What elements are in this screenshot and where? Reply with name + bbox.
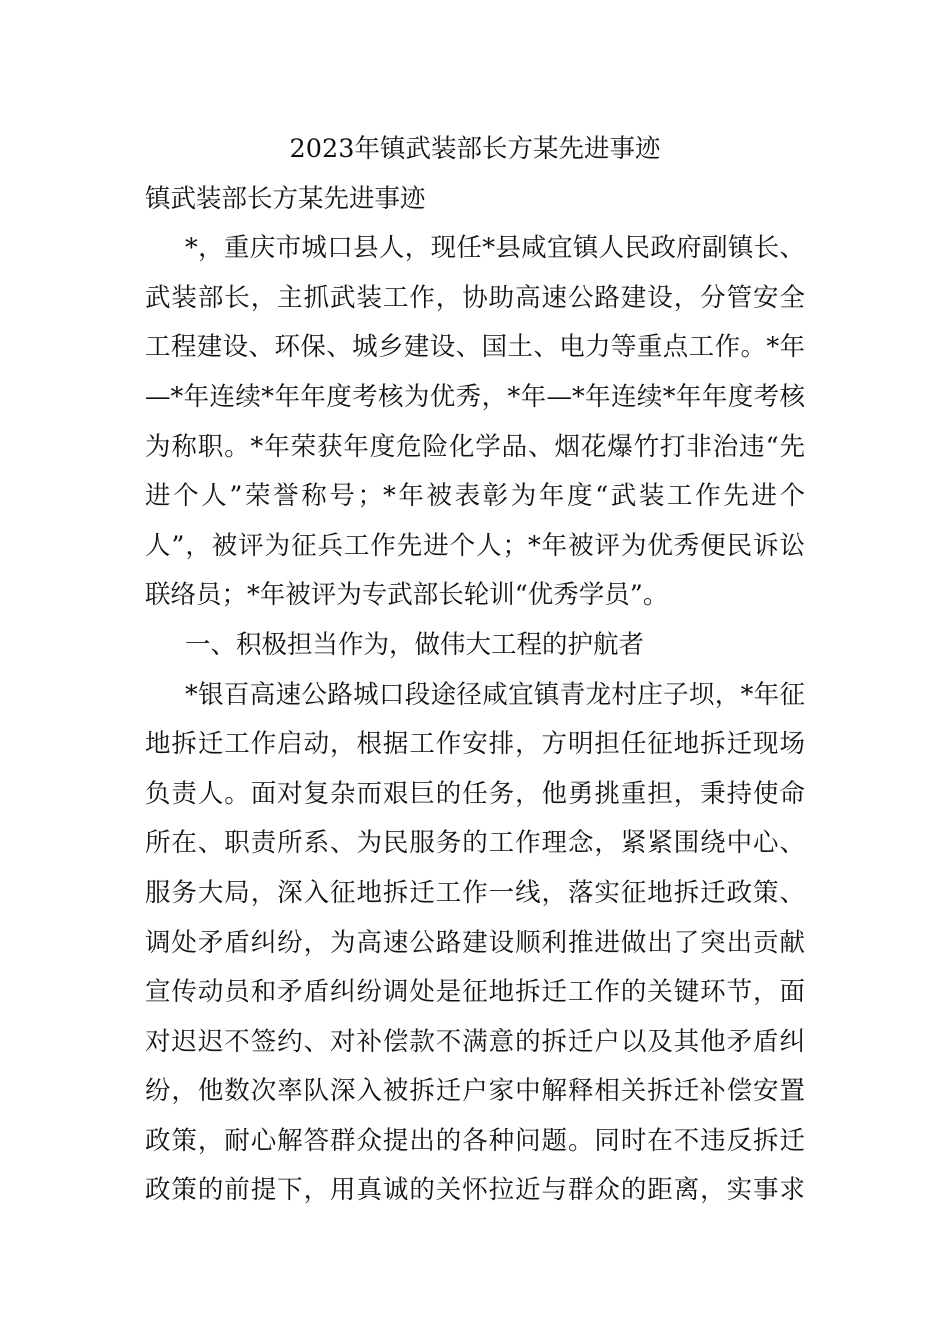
- paragraph-line: 地拆迁工作启动，根据工作安排，方明担任征地拆迁现场: [145, 729, 805, 760]
- paragraph-line: 政策的前提下，用真诚的关怀拉近与群众的距离，实事求: [145, 1175, 805, 1206]
- paragraph-line: 对迟迟不签约、对补偿款不满意的拆迁户以及其他矛盾纠: [145, 1026, 805, 1057]
- document-page: [145, 125, 805, 1216]
- section-heading: 一、积极担当作为，做伟大工程的护航者: [185, 629, 645, 660]
- paragraph-line: 调处矛盾纠纷，为高速公路建设顺利推进做出了突出贡献: [145, 927, 805, 958]
- paragraph-line: 武装部长，主抓武装工作，协助高速公路建设，分管安全: [145, 282, 805, 313]
- paragraph-line: 进个人”荣誉称号；*年被表彰为年度“武装工作先进个: [145, 481, 805, 512]
- paragraph-line: —*年连续*年年度考核为优秀，*年—*年连续*年年度考核: [145, 381, 805, 412]
- document-subtitle: 镇武装部长方某先进事迹: [145, 183, 426, 214]
- document-title: 2023年镇武装部长方某先进事迹: [289, 134, 661, 164]
- intro-paragraph: [145, 224, 805, 621]
- paragraph-line: *银百高速公路城口段途径咸宜镇青龙村庄子坝，*年征: [185, 679, 805, 710]
- paragraph-line: 负责人。面对复杂而艰巨的任务，他勇挑重担，秉持使命: [145, 778, 805, 809]
- paragraph-line: 工程建设、环保、城乡建设、国土、电力等重点工作。*年: [145, 332, 805, 363]
- paragraph-line: 人”，被评为征兵工作先进个人；*年被评为优秀便民诉讼: [145, 530, 805, 561]
- paragraph-line: 政策，耐心解答群众提出的各种问题。同时在不违反拆迁: [145, 1125, 805, 1156]
- paragraph-line: 服务大局，深入征地拆迁工作一线，落实征地拆迁政策、: [145, 877, 805, 908]
- paragraph-line: 宣传动员和矛盾纠纷调处是征地拆迁工作的关键环节，面: [145, 977, 805, 1008]
- paragraph-line: 纷，他数次率队深入被拆迁户家中解释相关拆迁补偿安置: [145, 1076, 805, 1107]
- paragraph-line: 为称职。*年荣获年度危险化学品、烟花爆竹打非治违“先: [145, 431, 805, 462]
- paragraph-line: 所在、职责所系、为民服务的工作理念，紧紧围绕中心、: [145, 828, 805, 859]
- paragraph-line: *，重庆市城口县人，现任*县咸宜镇人民政府副镇长、: [185, 233, 805, 264]
- paragraph-line: 联络员；*年被评为专武部长轮训“优秀学员”。: [145, 580, 669, 611]
- section-paragraph: [145, 671, 805, 1217]
